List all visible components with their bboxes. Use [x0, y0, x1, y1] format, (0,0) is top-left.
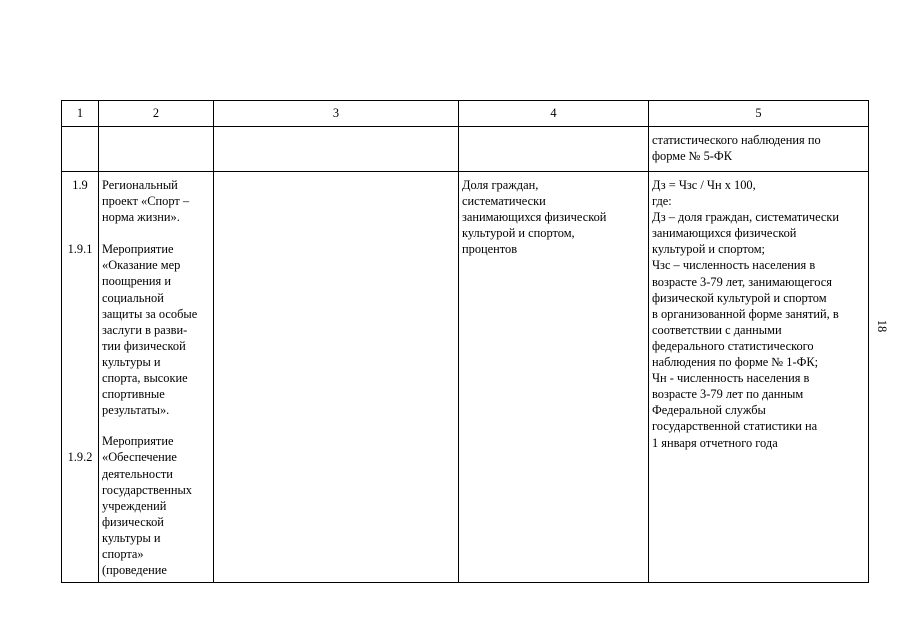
text-line: спорта»	[102, 546, 144, 561]
text-line: систематически	[462, 194, 546, 209]
continuation-row	[62, 127, 869, 172]
spacer	[102, 225, 210, 241]
spacer	[62, 402, 98, 418]
continuation-cell-4	[459, 127, 649, 172]
text-line: спортивные	[102, 387, 165, 402]
spacer	[62, 273, 98, 289]
table-row	[62, 172, 869, 583]
text-line: проект «Спорт –	[102, 194, 190, 209]
continuation-cell-1	[62, 127, 99, 172]
spacer	[62, 338, 98, 354]
indicator-table	[61, 100, 869, 583]
continuation-cell-2	[99, 127, 214, 172]
method-cell	[649, 172, 869, 583]
text-line: где:	[652, 194, 672, 209]
item-number: 1.9	[72, 178, 88, 192]
text-line: Региональный	[102, 178, 178, 192]
item-number: 1.9.2	[67, 450, 93, 465]
header-cell-2: 2	[99, 101, 214, 127]
text-line: физической культурой и спортом	[652, 290, 827, 305]
text-line: результаты».	[102, 403, 170, 418]
text-line: соответствии с данными	[652, 322, 782, 337]
spacer	[62, 354, 98, 370]
text-line: государственных	[102, 482, 193, 497]
text-line: поощрения и	[102, 274, 171, 289]
text-line: Чзс – численность населения в	[652, 258, 816, 273]
text-line: «Обеспечение	[102, 450, 177, 465]
text-line: культуры и	[102, 354, 161, 369]
text-line: норма жизни».	[102, 210, 180, 225]
text-line: Дз – доля граждан, систематически	[652, 210, 840, 225]
spacer	[62, 257, 98, 273]
text-line: Мероприятие	[102, 242, 174, 257]
text-line: статистического наблюдения по	[652, 133, 821, 147]
text-line: наблюдения по форме № 1-ФК;	[652, 355, 819, 370]
spacer	[62, 306, 98, 322]
indicator-cell	[459, 172, 649, 583]
text-line: занимающихся физической	[652, 226, 797, 241]
name-cell	[99, 172, 214, 583]
item-number: 1.9.1	[67, 242, 93, 257]
header-cell-3: 3	[214, 101, 459, 127]
text-line: возрасте 3-79 лет, занимающегося	[652, 274, 832, 289]
spacer	[62, 418, 98, 434]
text-line: культуры и	[102, 530, 161, 545]
text-line: учреждений	[102, 498, 167, 513]
text-line: Мероприятие	[102, 434, 174, 449]
text-line: 1 января отчетного года	[652, 435, 778, 450]
text-line: (проведение	[102, 563, 167, 578]
text-line: процентов	[462, 242, 518, 257]
spacer	[102, 418, 210, 433]
text-line: Дз = Чзс / Чн x 100,	[652, 178, 756, 192]
spacer	[62, 290, 98, 306]
header-cell-4: 4	[459, 101, 649, 127]
text-line: защиты за особые	[102, 306, 198, 321]
text-line: социальной	[102, 290, 164, 305]
spacer	[62, 322, 98, 338]
spacer	[62, 370, 98, 386]
text-line: занимающихся физической	[462, 210, 607, 225]
text-line: деятельности	[102, 466, 173, 481]
spacer	[62, 193, 98, 209]
text-line: возрасте 3-79 лет по данным	[652, 387, 804, 402]
spacer	[62, 386, 98, 402]
spacer	[62, 209, 98, 225]
text-line: спорта, высокие	[102, 371, 188, 386]
text-line: форме № 5-ФК	[652, 149, 732, 164]
text-line: государственной статистики на	[652, 419, 818, 434]
text-line: культурой и спортом;	[652, 242, 766, 257]
text-line: «Оказание мер	[102, 258, 181, 273]
text-line: культурой и спортом,	[462, 226, 575, 241]
page-number: 18	[875, 319, 889, 333]
text-line: федерального статистического	[652, 338, 814, 353]
header-cell-5: 5	[649, 101, 869, 127]
empty-cell	[214, 172, 459, 583]
header-cell-1: 1	[62, 101, 99, 127]
text-line: Федеральной службы	[652, 403, 766, 418]
text-line: тии физической	[102, 338, 186, 353]
text-line: физической	[102, 514, 164, 529]
continuation-cell-3	[214, 127, 459, 172]
continuation-method-cell	[649, 127, 869, 172]
text-line: Чн - численность населения в	[652, 371, 810, 386]
text-line: Доля граждан,	[462, 178, 539, 192]
spacer	[62, 225, 98, 241]
spacer	[62, 434, 98, 449]
text-line: заслуги в разви-	[102, 322, 188, 337]
number-cell	[62, 172, 99, 583]
text-line: в организованной форме занятий, в	[652, 306, 839, 321]
header-row	[62, 101, 869, 127]
